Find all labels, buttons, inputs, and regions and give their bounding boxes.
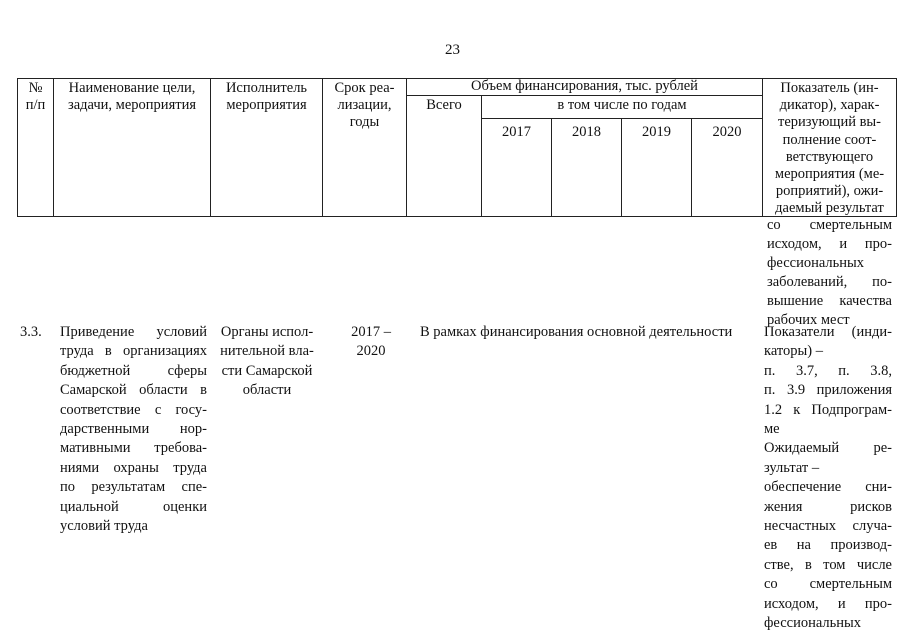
header-funding: Объем финансирования, тыс. рублей (471, 78, 698, 94)
header-year-2020: 2020 (712, 124, 742, 140)
page-number: 23 (445, 42, 460, 58)
header-total: Всего (426, 97, 462, 113)
row-executor: Органы испол- нительной вла- сти Самарской области (220, 324, 314, 399)
row-indicator: Показатели (инди- каторы) – п. 3.7, п. 3.8, п. 3.9 приложения 1.2 к Подпрограм- ме Ожидаемый ре- зультат – обеспечение сни- жения рисков несчастных случа- ев на производ- стве, в том числе со смертельным исходом, и про- фессиональных (764, 324, 892, 632)
row-funding: В рамках финансирования основной деятельности (420, 324, 733, 340)
row-term: 2017 – 2020 (351, 324, 391, 360)
header-indicator: Показатель (ин- дикатор), харак- теризующий вы- полнение соот- ветствующего мероприятия (ме- роприятий), ожи- даемый результат (774, 80, 885, 217)
header-year-2017: 2017 (502, 124, 531, 140)
border-right (896, 78, 897, 217)
funding-divider (406, 95, 762, 96)
header-year-2019: 2019 (642, 124, 671, 140)
header-year-2018: 2018 (572, 124, 601, 140)
indicator-continuation: со смертельным исходом, и про- фессиональных заболеваний, по- вышение качества рабочих мест (767, 217, 892, 328)
header-name: Наименование цели, задачи, мероприятия (67, 80, 196, 113)
row-number: 3.3. (20, 324, 42, 340)
header-by-years: в том числе по годам (557, 97, 687, 113)
header-num: № п/п (25, 80, 46, 113)
header-term: Срок реа- лизации, годы (334, 80, 395, 130)
row-name: Приведение условий труда в организациях бюджетной сферы Самарской области в соответствие с госу- дарственными нор- мативными требова- ниями охраны труда по результатам спе- циальной оценки условий труда (60, 324, 207, 535)
header-executor: Исполнитель мероприятия (225, 80, 308, 113)
